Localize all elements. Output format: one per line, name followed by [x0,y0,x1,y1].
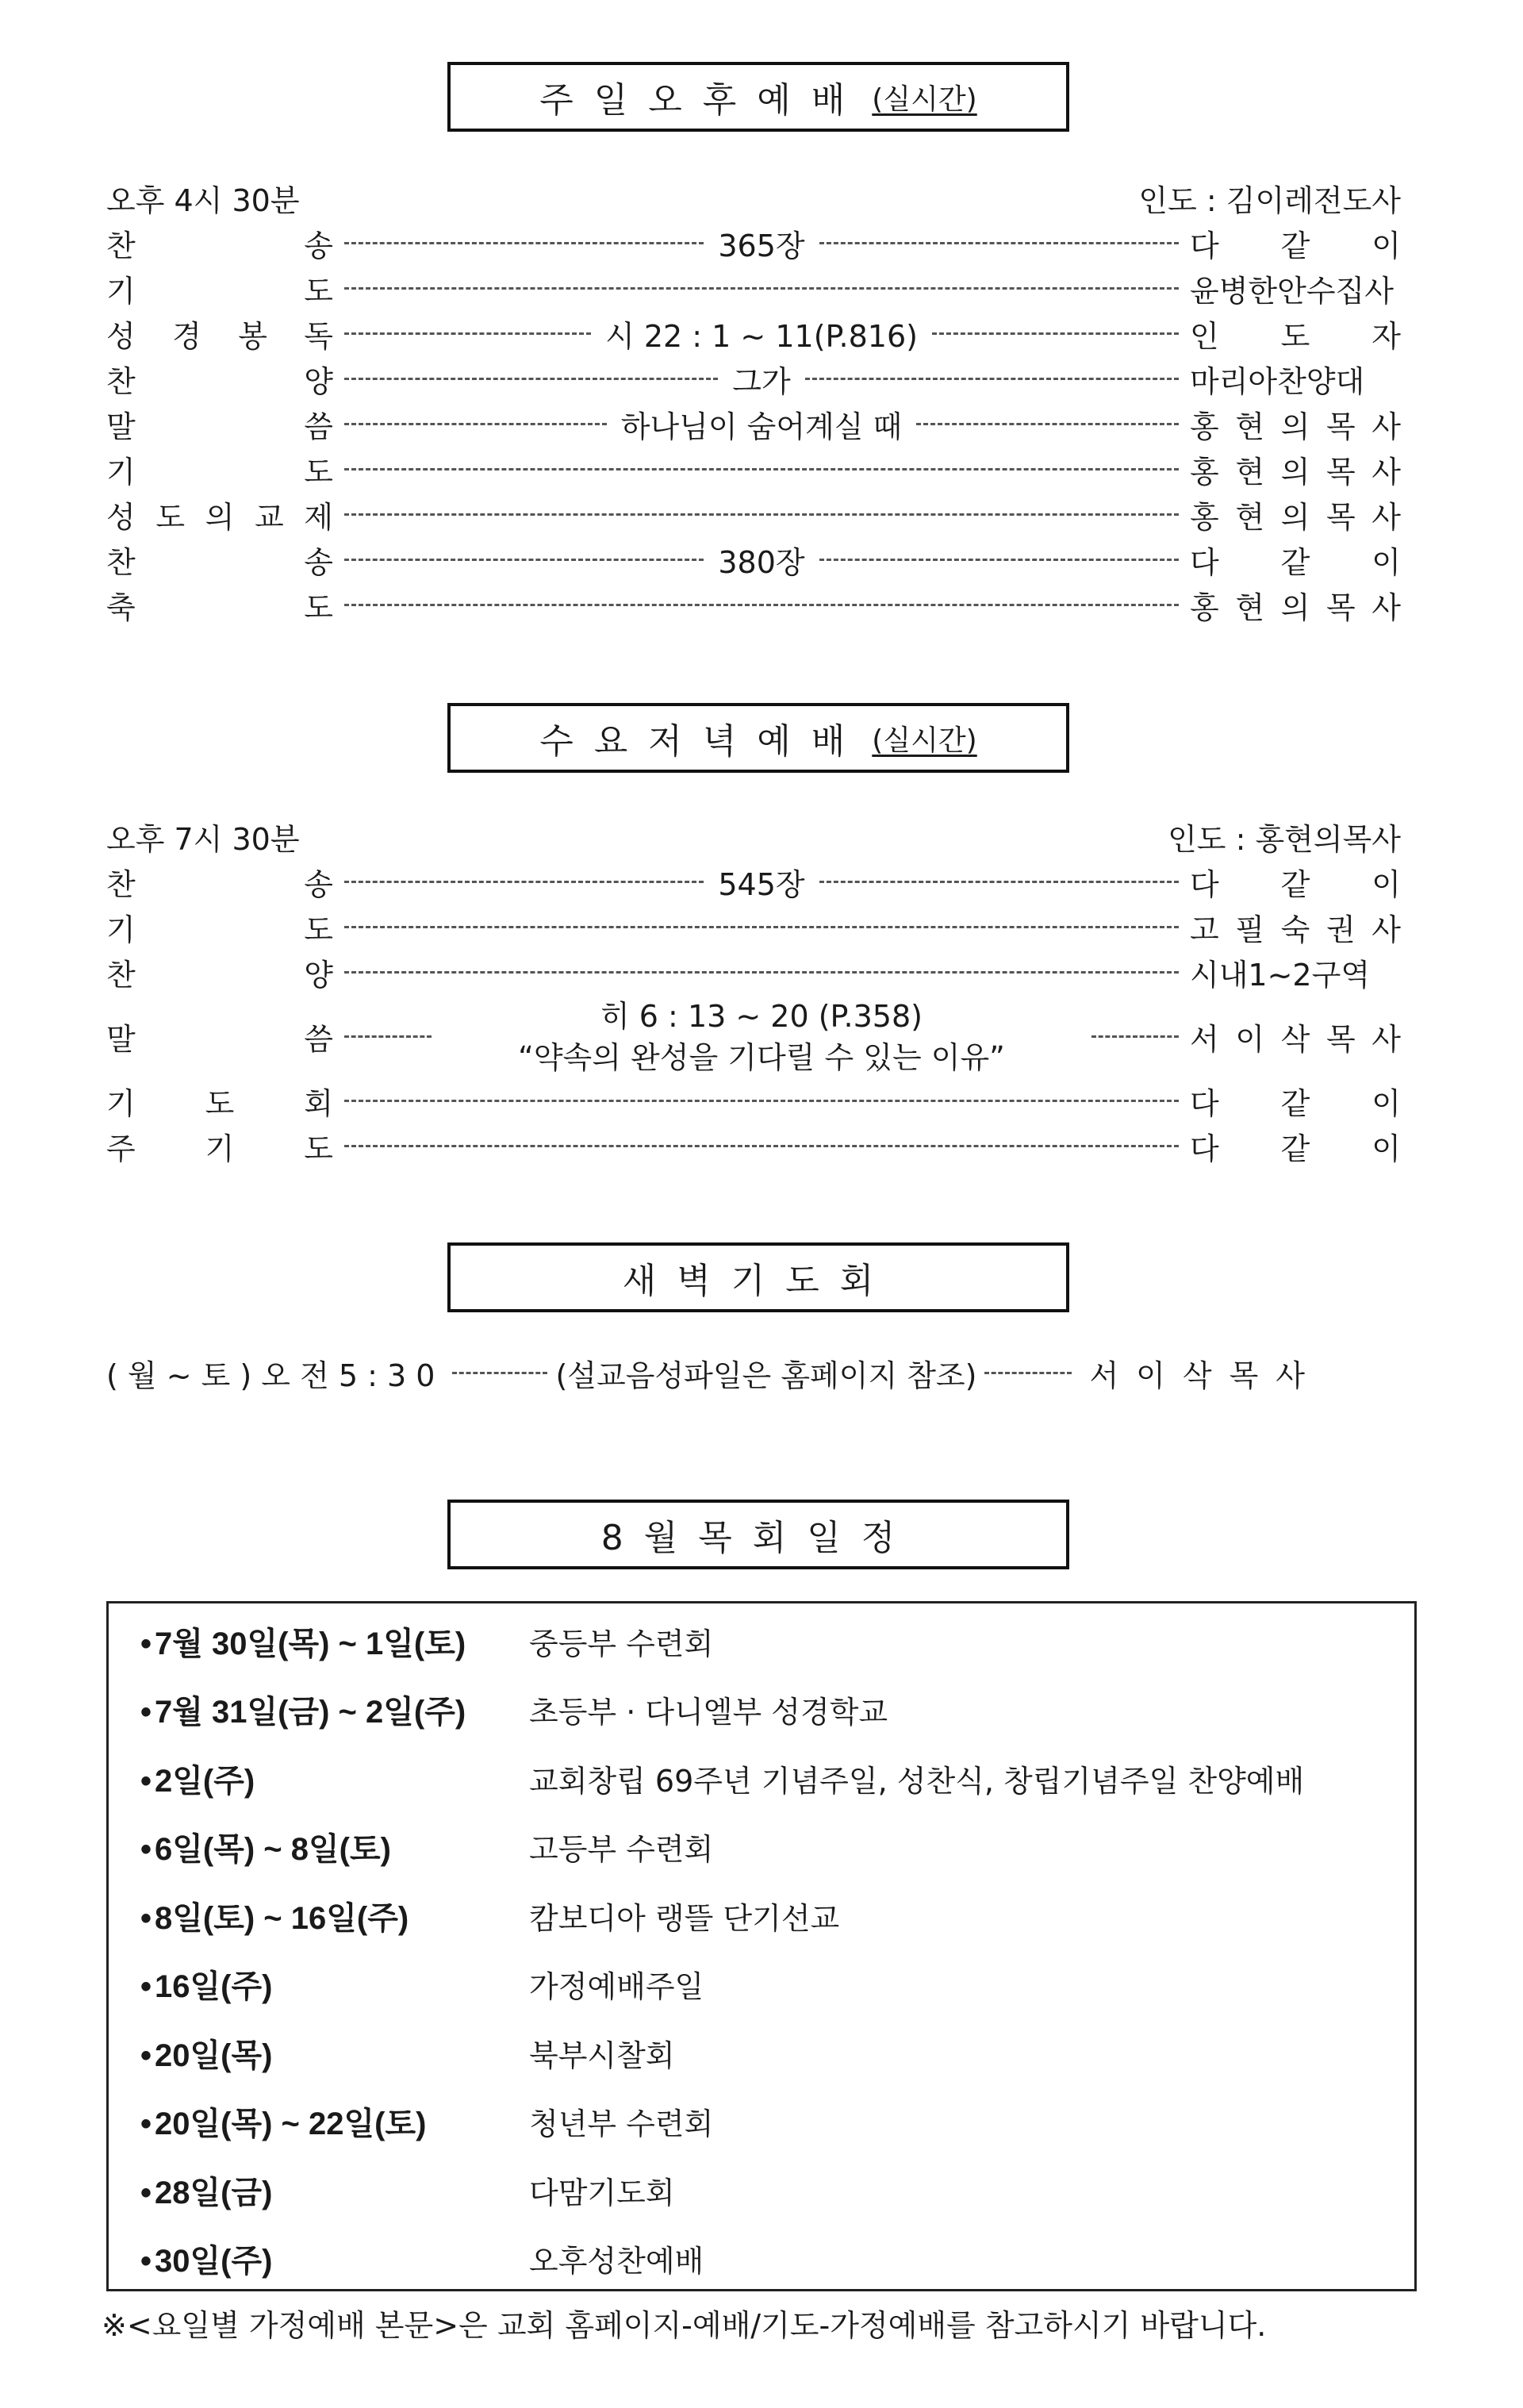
bullet-icon: • [140,1900,152,1936]
order-person: 시내1~2구역 [1190,958,1371,993]
dawn-note: (설교음성파일은 홈페이지 참조) [555,1358,977,1393]
schedule-item [109,1676,1414,1745]
bullet-icon: • [140,1969,152,2005]
schedule-item [109,1813,1414,1882]
schedule-date: 7월 30일(목) ~ 1일(토) [155,1626,466,1661]
schedule-event: 청년부 수련회 [529,2107,714,2142]
service-leader: 인도 : 홍현의목사 [1168,821,1401,857]
order-label: 주 기 도 [106,1131,333,1166]
order-label: 기 도 [106,274,333,309]
footnote: ※<요일별 가정예배 본문>은 교회 홈페이지-예배/기도-가정예배를 참고하시기 바랍니다. [102,2308,1267,2343]
dawn-prayer-title-box [447,1242,1069,1312]
order-person: 마리아찬양대 [1190,364,1365,399]
order-row [106,537,1401,582]
schedule-box [106,1601,1417,2291]
order-label: 찬 송 [106,229,333,263]
service-leader: 인도 : 김이레전도사 [1138,182,1401,218]
order-person: 다 같 이 [1190,1131,1401,1166]
dash-line [984,1372,1072,1374]
schedule-date-cell [109,1687,529,1732]
order-label: 성 경 봉 독 [106,319,333,354]
dawn-person: 서이삭목사 [1089,1358,1323,1393]
schedule-date: 16일(주) [155,1969,273,2005]
order-person: 다 같 이 [1190,545,1401,580]
order-person: 다 같 이 [1190,867,1401,902]
schedule-date-cell [109,2099,529,2144]
order-dash-line [344,538,1179,582]
bullet-icon: • [140,1763,152,1799]
schedule-date: 7월 31일(금) ~ 2일(주) [155,1695,466,1730]
bullet-icon: • [140,2107,152,2142]
schedule-event: 다맘기도회 [529,2175,675,2210]
order-item: 545장 [718,867,805,902]
order-dash-line [344,287,1179,290]
order-label: 기 도 회 [106,1086,333,1121]
bullet-icon: • [140,2244,152,2279]
order-row [106,356,1401,401]
order-row [106,582,1401,628]
bullet-icon: • [140,1626,152,1661]
schedule-date-cell [109,1893,529,1938]
order-dash-line [344,312,1179,355]
order-label: 찬 양 [106,364,333,399]
order-dash-line [344,402,1179,446]
schedule-item [109,2018,1414,2087]
dawn-time: ( 월 ~ 토 ) 오 전 5 : 3 0 [106,1358,435,1393]
schedule-date: 30일(주) [155,2244,273,2279]
order-item: 365장 [718,229,805,263]
order-dash-line [344,221,1179,265]
order-row [106,904,1401,950]
order-dash-line [344,468,1179,470]
order-row [106,401,1401,447]
order-person: 다 같 이 [1190,229,1401,263]
sermon-scripture: 히 6 : 13 ~ 20 (P.358) [600,998,923,1034]
section-title: 주일오후예배 [539,80,866,121]
order-person: 인 도 자 [1190,319,1401,354]
order-label: 찬 송 [106,867,333,902]
service-info [106,813,1401,859]
section-title-sub: (실시간) [872,724,977,757]
order-dash-line [344,926,1179,928]
order-dash-line [344,357,1179,401]
schedule-event: 북부시찰회 [529,2037,675,2073]
schedule-item [109,2225,1414,2294]
section-title: 8월목회일정 [600,1518,916,1558]
service-info [106,175,1401,221]
schedule-event: 중등부 수련회 [529,1626,714,1661]
section-title: 수요저녁예배 [539,721,866,762]
schedule-item [109,1950,1414,2019]
order-label: 말 씀 [106,409,333,444]
service-time: 오후 7시 30분 [106,821,300,857]
schedule-date: 28일(금) [155,2175,273,2210]
order-label: 기 도 [106,455,333,490]
order-person: 서 이 삭 목 사 [1190,1022,1401,1057]
order-person: 고 필 숙 권 사 [1190,912,1401,947]
schedule-item [109,1881,1414,1950]
order-label: 찬 양 [106,958,333,993]
schedule-date-cell [109,1619,529,1664]
order-dash-line [344,860,1179,904]
order-row [106,950,1401,995]
bullet-icon: • [140,2175,152,2210]
sunday-afternoon-order [106,175,1401,628]
schedule-date: 6일(목) ~ 8일(토) [155,1832,391,1868]
order-item: 그가 [732,364,791,399]
order-row [106,221,1401,266]
order-row [106,1078,1401,1123]
schedule-event: 고등부 수련회 [529,1832,714,1868]
schedule-date: 8일(토) ~ 16일(주) [155,1900,409,1936]
order-label: 찬 송 [106,545,333,580]
sermon-title: “약속의 완성을 기다릴 수 있는 이유” [518,1039,1005,1075]
schedule-date: 20일(목) [155,2037,273,2073]
order-item: 시 22 : 1 ~ 11(P.816) [605,319,918,354]
schedule-date-cell [109,2236,529,2281]
schedule-date-cell [109,1961,529,2007]
schedule-date: 2일(주) [155,1763,255,1799]
order-dash-line [344,996,1179,1078]
order-row [106,1123,1401,1169]
order-row [106,492,1401,537]
schedule-item [109,1607,1414,1676]
section-title: 새벽기도회 [622,1261,895,1301]
order-dash-line [344,971,1179,974]
schedule-date-cell [109,2168,529,2213]
wednesday-evening-order [106,813,1401,1169]
schedule-event: 초등부 · 다니엘부 성경학교 [529,1695,888,1730]
august-schedule-title-box [447,1500,1069,1569]
dawn-prayer-row [106,1349,1423,1396]
order-person: 홍 현 의 목 사 [1190,590,1401,625]
order-dash-line [344,1100,1179,1102]
bullet-icon: • [140,1832,152,1868]
schedule-item [109,2156,1414,2225]
order-dash-line [344,513,1179,516]
schedule-item [109,1744,1414,1813]
schedule-event: 가정예배주일 [529,1969,704,2005]
schedule-date-cell [109,1824,529,1869]
schedule-date-cell [109,2030,529,2076]
order-person: 홍 현 의 목 사 [1190,455,1401,490]
order-label: 성 도 의 교 제 [106,500,333,535]
order-person: 홍 현 의 목 사 [1190,409,1401,444]
schedule-event: 오후성찬예배 [529,2244,704,2279]
schedule-item [109,2087,1414,2156]
order-label: 축 도 [106,590,333,625]
bullet-icon: • [140,2037,152,2073]
order-person: 다 같 이 [1190,1086,1401,1121]
order-row [106,266,1401,311]
service-time: 오후 4시 30분 [106,182,300,218]
sermon-row [106,995,1401,1078]
section-title-sub: (실시간) [872,83,977,116]
wednesday-evening-title-box [447,703,1069,773]
order-label: 말 씀 [106,1022,333,1057]
order-dash-line [344,1145,1179,1147]
bullet-icon: • [140,1695,152,1730]
order-dash-line [344,604,1179,606]
sunday-afternoon-title-box [447,62,1069,132]
schedule-event: 캄보디아 랭뜰 단기선교 [529,1900,840,1936]
schedule-event: 교회창립 69주년 기념주일, 성찬식, 창립기념주일 찬양예배 [529,1763,1305,1799]
order-item: 하나님이 숨어계실 때 [620,409,903,444]
order-item: 380장 [718,545,805,580]
schedule-date-cell [109,1756,529,1801]
order-person: 홍 현 의 목 사 [1190,500,1401,535]
order-label: 기 도 [106,912,333,947]
order-person: 윤병한안수집사 [1190,274,1394,309]
dash-line [452,1372,547,1374]
order-row [106,311,1401,356]
order-row [106,447,1401,492]
order-row [106,859,1401,904]
schedule-date: 20일(목) ~ 22일(토) [155,2107,427,2142]
